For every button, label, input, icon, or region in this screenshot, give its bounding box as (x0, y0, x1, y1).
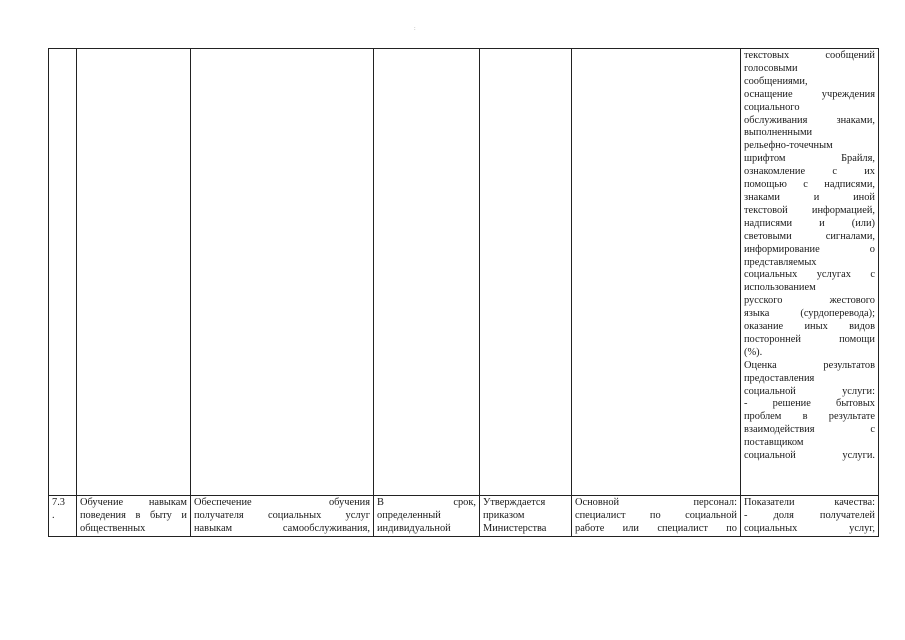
indicators-continuation-line: рельефно-точечным (744, 140, 833, 152)
indicators-continuation-line: ознакомление с их (744, 166, 875, 178)
term-text (377, 497, 476, 535)
indicators-continuation-line: - решение бытовых (744, 398, 875, 410)
table-row-7-3 (49, 496, 879, 537)
indicators-continuation-line: представляемых (744, 256, 817, 268)
indicators-text (744, 497, 875, 535)
indicators-continuation-text (744, 50, 875, 463)
indicators-continuation-line: взаимодействия с (744, 424, 875, 436)
cost-line: приказом (483, 509, 525, 521)
indicators-continuation-line: оснащение учреждения (744, 88, 875, 100)
indicators-continuation-line: проблем в результате (744, 411, 875, 423)
indicators-line: - доля получателей (744, 509, 875, 521)
cell-description-empty (191, 49, 374, 496)
term-line: индивидуальной (377, 522, 451, 534)
row-number-dot: . (52, 509, 55, 521)
indicators-continuation-line: голосовыми (744, 62, 798, 74)
cell-indicators-continuation (741, 49, 879, 496)
cost-line: Министерства (483, 522, 547, 534)
term-line: В срок, (377, 497, 476, 508)
cell-term (374, 496, 480, 537)
indicators-continuation-line: посторонней помощи (744, 333, 875, 345)
service-description-line: получателя социальных услуг (194, 509, 370, 521)
service-description-text (194, 497, 370, 535)
indicators-continuation-line: шрифтом Брайля, (744, 153, 875, 165)
term-line: определенный (377, 509, 441, 521)
service-name-line: Обучение навыкам (80, 497, 187, 508)
conditions-line: работе или специалист по (575, 522, 737, 534)
indicators-continuation-line: текстовых сообщений (744, 50, 875, 61)
table-row-continuation (49, 49, 879, 496)
conditions-line: Основной персонал: (575, 497, 737, 508)
service-name-line: общественных (80, 522, 146, 534)
indicators-continuation-line: поставщиком (744, 437, 804, 449)
indicators-line: Показатели качества: (744, 497, 875, 508)
cell-cost (480, 496, 572, 537)
indicators-continuation-line: световыми сигналами, (744, 230, 875, 242)
row-number: 7.3 (52, 497, 65, 508)
cell-cost-empty (480, 49, 572, 496)
cell-conditions-empty (572, 49, 741, 496)
cell-number (49, 496, 77, 537)
page-mark: : (414, 26, 416, 32)
indicators-continuation-line: сообщениями, (744, 75, 808, 87)
indicators-continuation-line: русского жестового (744, 295, 875, 307)
conditions-text (575, 497, 737, 535)
indicators-continuation-line: выполненными (744, 127, 813, 139)
indicators-continuation-line: помощью с надписями, (744, 179, 875, 191)
indicators-continuation-line: языка (сурдоперевода); (744, 308, 875, 320)
indicators-continuation-line: предоставления (744, 372, 815, 384)
cell-indicators (741, 496, 879, 537)
service-name-text (80, 497, 187, 535)
cell-service-name (77, 496, 191, 537)
service-description-line: Обеспечение обучения (194, 497, 370, 508)
services-table (48, 48, 879, 537)
indicators-continuation-line: оказание иных видов (744, 321, 875, 333)
indicators-continuation-line: текстовой информацией, (744, 204, 875, 216)
service-description-line: навыкам самообслуживания, (194, 522, 370, 534)
indicators-continuation-line: использованием (744, 282, 816, 294)
cell-name-empty (77, 49, 191, 496)
indicators-line: социальных услуг, (744, 522, 875, 534)
indicators-continuation-line: социальной услуги. (744, 450, 875, 462)
cost-line: Утверждается (483, 497, 546, 508)
indicators-continuation-line: социальных услугах с (744, 269, 875, 281)
service-name-line: поведения в быту и (80, 509, 187, 521)
conditions-line: специалист по социальной (575, 509, 737, 521)
indicators-continuation-line: надписями и (или) (744, 217, 875, 229)
indicators-continuation-line: социальной услуги: (744, 385, 875, 397)
indicators-continuation-line: (%). (744, 346, 763, 358)
indicators-continuation-line: социального (744, 101, 800, 113)
cell-conditions (572, 496, 741, 537)
indicators-continuation-line: информирование о (744, 243, 875, 255)
cost-text (483, 497, 568, 535)
cell-term-empty (374, 49, 480, 496)
cell-service-description (191, 496, 374, 537)
indicators-continuation-line: обслуживания знаками, (744, 114, 875, 126)
indicators-continuation-line: Оценка результатов (744, 359, 875, 371)
cell-number-empty (49, 49, 77, 496)
indicators-continuation-line: знаками и иной (744, 191, 875, 203)
